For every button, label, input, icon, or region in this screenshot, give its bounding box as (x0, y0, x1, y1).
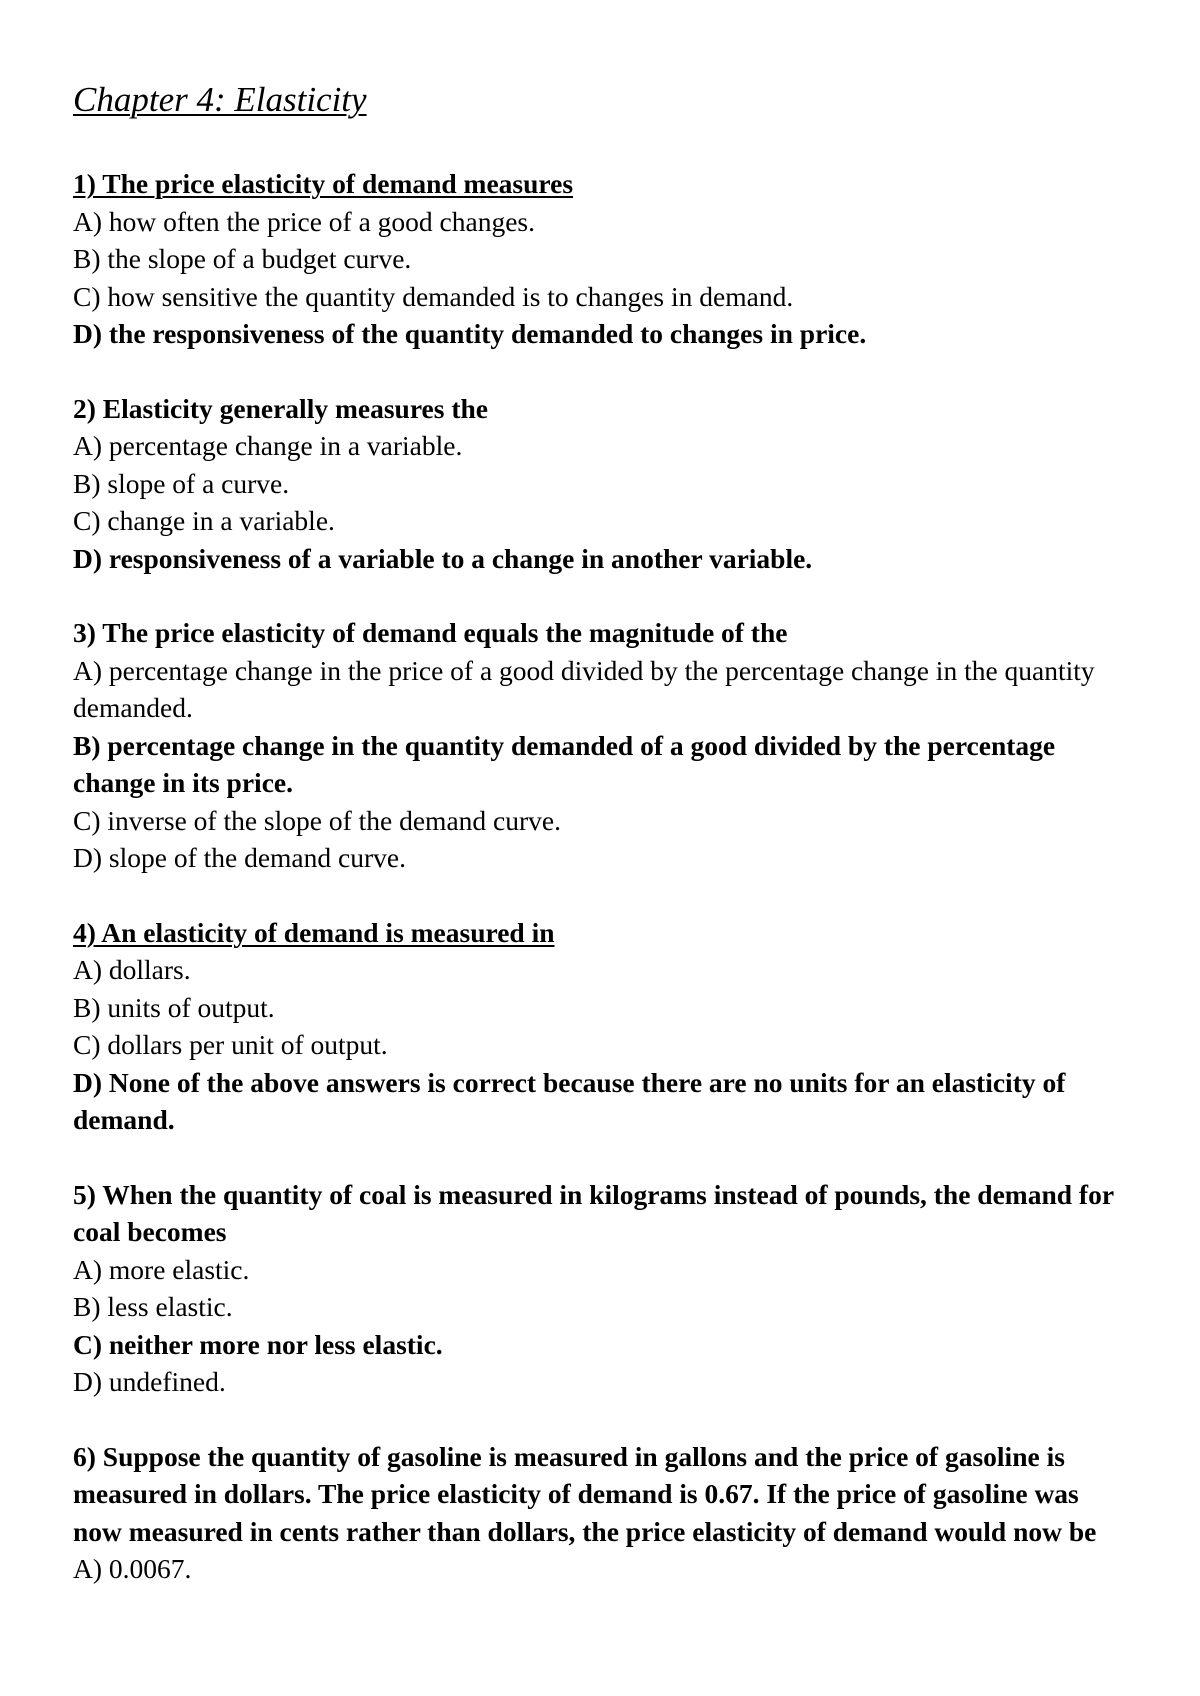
question-stem: 5) When the quantity of coal is measured in kilograms instead of pounds, the demand for coal becomes (73, 1178, 1114, 1247)
question-6 (73, 1438, 1133, 1588)
option-a: A) 0.0067. (73, 1553, 192, 1584)
option-c: C) change in a variable. (73, 505, 335, 536)
option-d-correct: D) None of the above answers is correct because there are no units for an elasticity of demand. (73, 1066, 1066, 1135)
chapter-title: Chapter 4: Elasticity (73, 80, 367, 119)
option-a: A) dollars. (73, 954, 191, 985)
option-b: B) the slope of a budget curve. (73, 243, 412, 274)
option-d-correct: D) responsiveness of a variable to a change in another variable. (73, 542, 813, 574)
question-3 (73, 614, 1133, 877)
option-d: D) slope of the demand curve. (73, 842, 406, 873)
option-c: C) inverse of the slope of the demand curve. (73, 804, 561, 836)
question-stem: 3) The price elasticity of demand equals the magnitude of the (73, 617, 788, 648)
option-a: A) how often the price of a good changes. (73, 205, 535, 237)
option-b: B) less elastic. (73, 1291, 233, 1322)
question-2 (73, 390, 1133, 578)
question-stem: 4) An elasticity of demand is measured in (73, 916, 555, 948)
document-page (73, 72, 1133, 1625)
option-a: A) percentage change in a variable. (73, 430, 463, 461)
option-d: D) undefined. (73, 1366, 226, 1397)
option-c-correct: C) neither more nor less elastic. (73, 1328, 443, 1360)
question-4 (73, 914, 1133, 1139)
option-b: B) units of output. (73, 991, 275, 1023)
option-a: A) percentage change in the price of a good divided by the percentage change in the quantity demanded. (73, 654, 1095, 723)
option-b: B) slope of a curve. (73, 467, 290, 499)
question-stem: 2) Elasticity generally measures the (73, 392, 488, 424)
question-1 (73, 165, 1133, 353)
question-stem: 1) The price elasticity of demand measures (73, 168, 574, 199)
option-c: C) how sensitive the quantity demanded is to changes in demand. (73, 280, 794, 312)
question-5 (73, 1176, 1133, 1401)
option-a: A) more elastic. (73, 1253, 250, 1285)
option-b-correct: B) percentage change in the quantity demanded of a good divided by the percentage change in its price. (73, 729, 1056, 798)
option-c: C) dollars per unit of output. (73, 1029, 388, 1060)
question-stem: 6) Suppose the quantity of gasoline is measured in gallons and the price of gasoline is measured in dollars. The price elasticity of demand is 0.67. If the price of gasoline was now measured in cents rather than dollars, the price elasticity of demand would now be (73, 1440, 1097, 1547)
option-d-correct: D) the responsiveness of the quantity demanded to changes in price. (73, 318, 867, 349)
